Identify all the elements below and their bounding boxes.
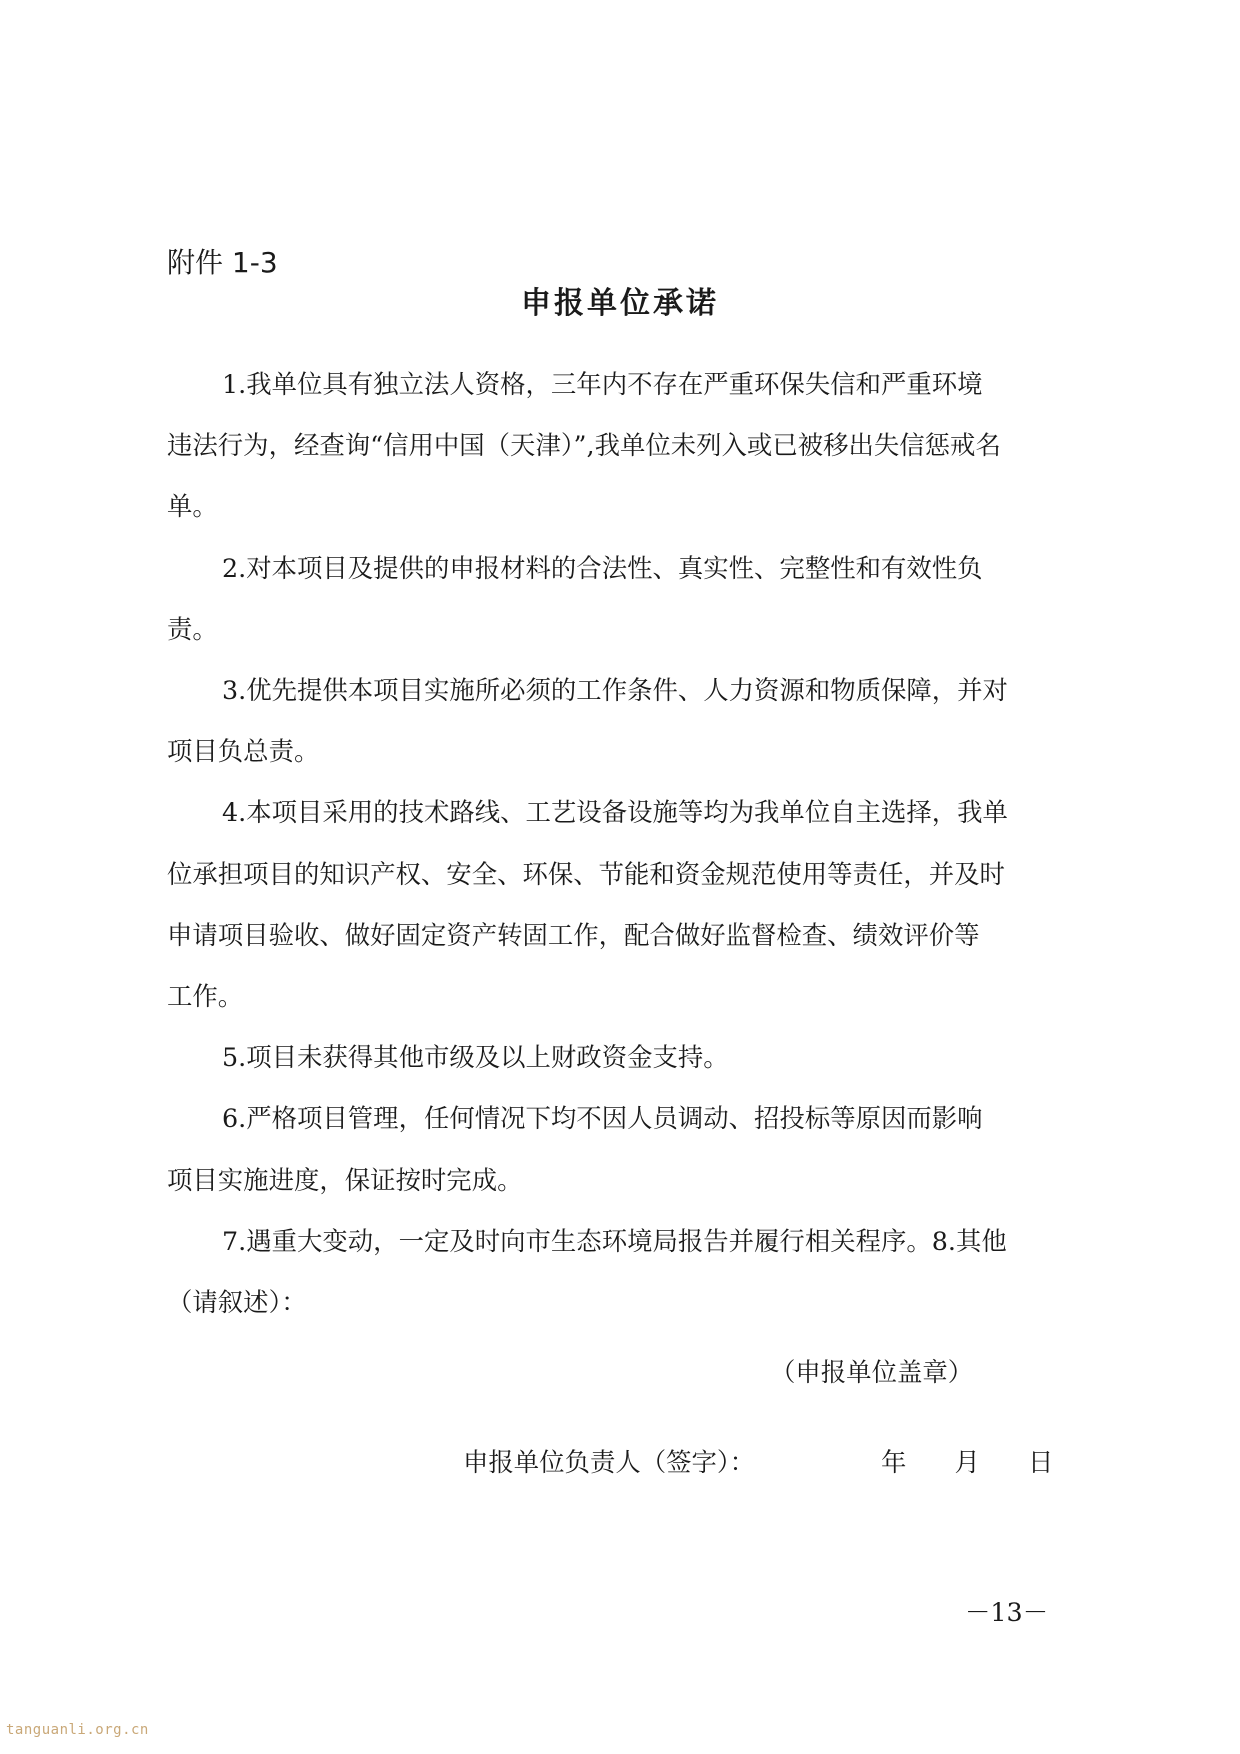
month-label: 月 <box>954 1447 980 1477</box>
paragraph-line: 项目负总责。 <box>167 736 320 767</box>
page-number: －13－ <box>965 1597 1049 1627</box>
signer-label: 申报单位负责人（签字）： <box>463 1447 755 1477</box>
commitment-body <box>167 354 1039 1333</box>
commitment-item-2 <box>167 538 1039 660</box>
date-fields <box>881 1442 1093 1482</box>
paragraph-line: （请叙述）： <box>167 1287 307 1318</box>
paragraph-line: 申请项目验收、做好固定资产转固工作，配合做好监督检查、绩效评价等 <box>167 919 980 950</box>
paragraph-line: 3.优先提供本项目实施所必须的工作条件、人力资源和物质保障，并对 <box>222 675 1008 706</box>
commitment-item-3 <box>167 660 1039 782</box>
paragraph-line: 7.遇重大变动，一定及时向市生态环境局报告并履行相关程序。8.其他 <box>222 1225 1007 1256</box>
paragraph-line: 2.对本项目及提供的申报材料的合法性、真实性、完整性和有效性负 <box>222 552 983 583</box>
paragraph-line: 项目实施进度，保证按时完成。 <box>167 1164 523 1195</box>
paragraph-line: 违法行为，经查询“信用中国（天津）”,我单位未列入或已被移出失信惩戒名 <box>167 430 1001 461</box>
paragraph-line: 责。 <box>167 613 218 644</box>
watermark: tanguanli.org.cn <box>6 1722 149 1738</box>
commitment-item-7 <box>167 1211 1039 1333</box>
day-label: 日 <box>1027 1447 1054 1477</box>
paragraph-line: 位承担项目的知识产权、安全、环保、节能和资金规范使用等责任，并及时 <box>167 858 1005 889</box>
commitment-item-4 <box>167 782 1039 1027</box>
year-label: 年 <box>881 1447 907 1477</box>
paragraph-line: 1.我单位具有独立法人资格，三年内不存在严重环保失信和严重环境 <box>222 369 983 399</box>
paragraph-line: 6.严格项目管理，任何情况下均不因人员调动、招投标等原因而影响 <box>222 1103 983 1134</box>
commitment-item-5 <box>167 1027 1039 1088</box>
attachment-label: 附件 1-3 <box>167 246 278 279</box>
signature-row <box>463 1442 1054 1482</box>
paragraph-line: 4.本项目采用的技术路线、工艺设备设施等均为我单位自主选择，我单 <box>222 797 1008 828</box>
commitment-item-6 <box>167 1088 1039 1210</box>
paragraph-line: 单。 <box>167 491 218 522</box>
paragraph-line: 5.项目未获得其他市级及以上财政资金支持。 <box>222 1042 729 1073</box>
seal-note: （申报单位盖章） <box>770 1357 974 1387</box>
commitment-item-1 <box>167 354 1039 538</box>
paragraph-line: 工作。 <box>167 981 244 1012</box>
page-title: 申报单位承诺 <box>521 286 719 321</box>
